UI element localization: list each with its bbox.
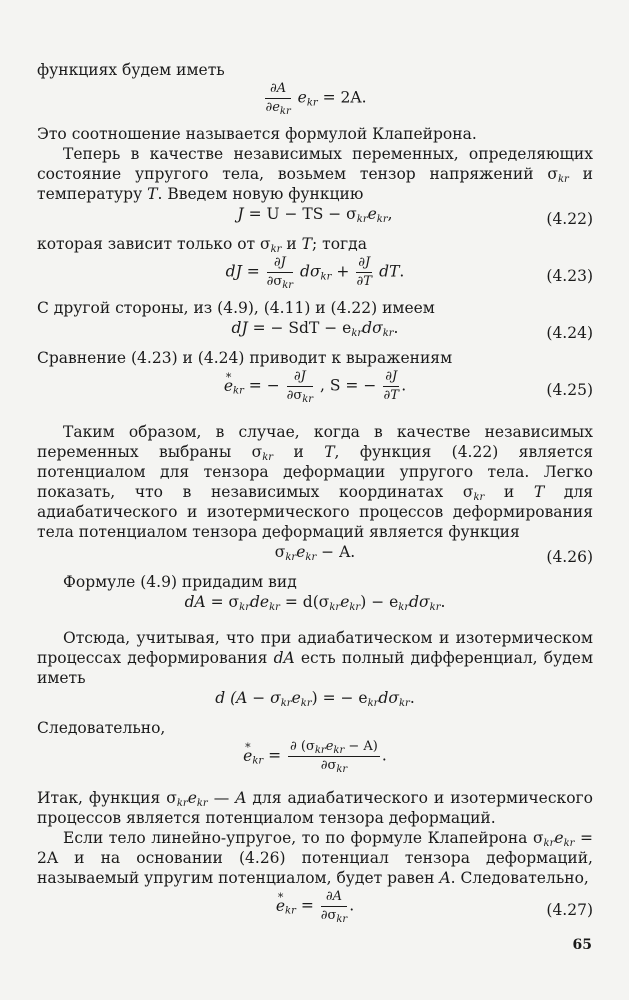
equation-4-24: dJ = − SdT − $e_{kr}d\sigma_{kr}$. (4.24) [231,319,593,342]
paragraph-5: С другой стороны, из (4.9), (4.11) и (4.22) имеем [37,299,435,317]
page-body [37,60,593,932]
equation-dA: dA = $\sigma_{kr}de_{kr} = d(\sigma_{kr}e_{kr}) - e_{kr}d\sigma_{kr}$. [184,593,446,613]
equation-4-23: dJ = $\frac{\partial J}{\partial\sigma_{kr}}$ $d\sigma_{kr}$ + $\frac{\partial J}{\partial T}$ dT. (4.23) [225,255,593,291]
equation-strain-potential: * $e_{kr}$ = $\frac{\partial (\sigma_{kr}e_{kr} - A)}{\partial\sigma_{kr}}$ . [37,738,593,782]
paragraph-3: Теперь в качестве независимых переменных, определяющих состояние упругого тела, возьмем тензор напряжений $\sigma_{kr}$ и температуру T. Введем новую функцию [37,145,593,203]
equation-4-26: $\sigma_{kr}e_{kr} - A$. (4.26) [274,543,593,566]
equation-4-27: * $e_{kr}$ = $\frac{\partial A}{\partial\sigma_{kr}}$ . (4.27) [37,888,593,932]
equation-d-A-minus: d $(A - \sigma_{kr}e_{kr})$ = − $e_{kr}d\sigma_{kr}$. [215,689,415,709]
paragraph-9: Отсюда, учитывая, что при адиабатическом и изотермическом процессах деформирования dA есть полный дифференциал, будем иметь [37,629,594,687]
paragraph-7: Таким образом, в случае, когда в качестве независимых переменных выбраны $\sigma_{kr}$ и T, функция (4.22) является потенциалом для тензора деформации упругого тела. Легко показать, что в независимых координатах $\sigma_{kr}$ и T для адиабатического и изотермического процессов деформирования тела потенциалом тензора деформаций является функция [37,423,593,541]
equation-clapeyron: $\frac{\partial A}{\partial e_{kr}}$ $e_{kr} = 2A$. [265,81,367,117]
equation-4-25: * $e_{kr}$ = − $\frac{\partial J}{\partial\sigma_{kr}}$ , S = − $\frac{\partial J}{\partial T}$ . (4.25) [37,368,593,412]
equation-number: (4.26) [546,548,593,566]
paragraph-6: Сравнение (4.23) и (4.24) приводит к выражениям [37,349,453,367]
paragraph-8: Формуле (4.9) придадим вид [63,573,297,591]
equation-4-22: J = U − TS − $\sigma_{kr}e_{kr}$, (4.22) [237,205,593,228]
equation-number: (4.24) [546,324,593,342]
equation-number: (4.22) [546,210,593,228]
paragraph-11: Итак, функция $\sigma_{kr}e_{kr}$ — A для адиабатического и изотермического процессов является потенциалом тензора деформаций. [37,789,593,827]
page-number: 65 [572,937,592,953]
equation-number: (4.25) [546,381,593,399]
paragraph-12: Если тело линейно-упругое, то по формуле Клапейрона $\sigma_{kr}e_{kr} = 2A$ и на основании (4.26) потенциал тензора деформаций, называемый упругим потенциалом, будет равен A. Следовательно, [37,829,593,887]
paragraph-1: функциях будем иметь [37,61,225,79]
paragraph-2: Это соотношение называется формулой Клапейрона. [37,125,477,143]
equation-number: (4.27) [546,901,593,919]
paragraph-10: Следовательно, [37,719,166,737]
equation-number: (4.23) [546,267,593,285]
paragraph-4: которая зависит только от $\sigma_{kr}$ и T; тогда [37,235,367,255]
